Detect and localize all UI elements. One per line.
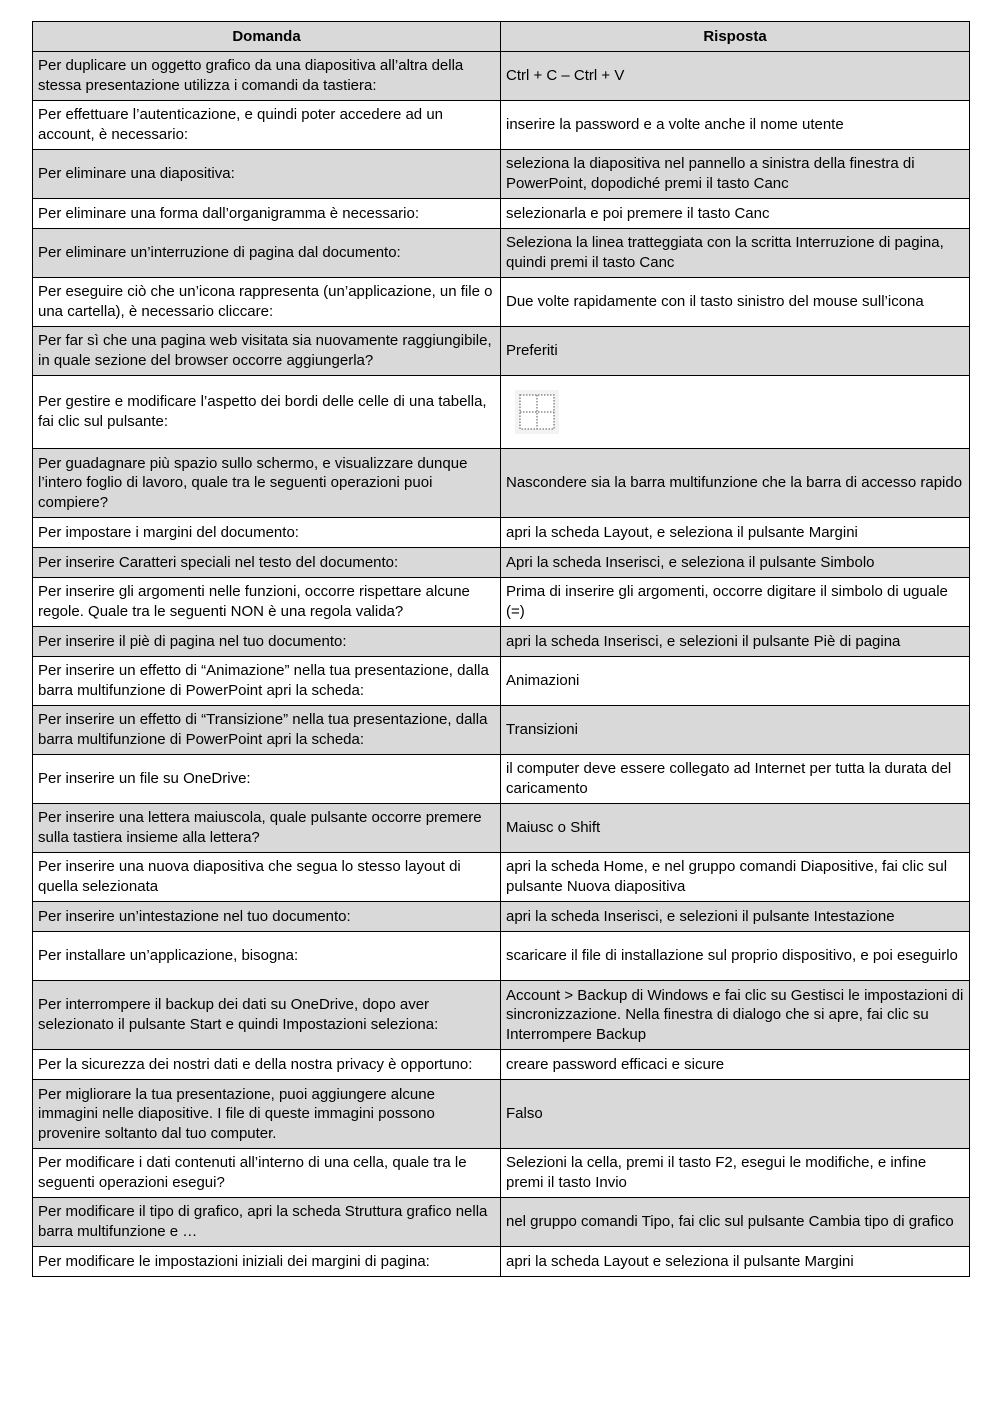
question-cell: Per inserire un’intestazione nel tuo documento:	[33, 902, 501, 932]
question-cell: Per gestire e modificare l’aspetto dei bordi delle celle di una tabella, fai clic sul pulsante:	[33, 376, 501, 449]
answer-cell: Animazioni	[501, 657, 970, 706]
table-row	[33, 706, 970, 755]
question-cell: Per inserire gli argomenti nelle funzioni, occorre rispettare alcune regole. Quale tra le seguenti NON è una regola valida?	[33, 578, 501, 627]
table-row	[33, 578, 970, 627]
table-row	[33, 627, 970, 657]
table-row	[33, 101, 970, 150]
answer-cell: nel gruppo comandi Tipo, fai clic sul pulsante Cambia tipo di grafico	[501, 1198, 970, 1247]
answer-cell: Ctrl + C – Ctrl + V	[501, 52, 970, 101]
answer-cell: creare password efficaci e sicure	[501, 1050, 970, 1080]
answer-cell: Transizioni	[501, 706, 970, 755]
table-row	[33, 229, 970, 278]
question-cell: Per inserire un effetto di “Animazione” nella tua presentazione, dalla barra multifunzione di PowerPoint apri la scheda:	[33, 657, 501, 706]
question-cell: Per inserire Caratteri speciali nel testo del documento:	[33, 548, 501, 578]
table-row	[33, 657, 970, 706]
question-cell: Per eseguire ciò che un’icona rappresenta (un’applicazione, un file o una cartella), è necessario cliccare:	[33, 278, 501, 327]
answer-cell: Seleziona la linea tratteggiata con la scritta Interruzione di pagina, quindi premi il tasto Canc	[501, 229, 970, 278]
answer-cell	[501, 376, 970, 449]
question-cell: Per inserire un effetto di “Transizione” nella tua presentazione, dalla barra multifunzione di PowerPoint apri la scheda:	[33, 706, 501, 755]
question-cell: Per inserire una nuova diapositiva che segua lo stesso layout di quella selezionata	[33, 853, 501, 902]
question-cell: Per migliorare la tua presentazione, puoi aggiungere alcune immagini nelle diapositive. I file di queste immagini possono provenire soltanto dal tuo computer.	[33, 1080, 501, 1149]
question-cell: Per effettuare l’autenticazione, e quindi poter accedere ad un account, è necessario:	[33, 101, 501, 150]
question-cell: Per guadagnare più spazio sullo schermo, e visualizzare dunque l’intero foglio di lavoro, quale tra le seguenti operazioni puoi compiere?	[33, 449, 501, 518]
table-row	[33, 449, 970, 518]
answer-cell: Account > Backup di Windows e fai clic su Gestisci le impostazioni di sincronizzazione. Nella finestra di dialogo che si apre, fai clic su Interrompere Backup	[501, 981, 970, 1050]
answer-cell: scaricare il file di installazione sul proprio dispositivo, e poi eseguirlo	[501, 932, 970, 981]
question-cell: Per modificare le impostazioni iniziali dei margini di pagina:	[33, 1247, 501, 1277]
answer-cell: il computer deve essere collegato ad Internet per tutta la durata del caricamento	[501, 755, 970, 804]
table-row	[33, 902, 970, 932]
question-cell: Per installare un’applicazione, bisogna:	[33, 932, 501, 981]
answer-cell: seleziona la diapositiva nel pannello a sinistra della finestra di PowerPoint, dopodiché premi il tasto Canc	[501, 150, 970, 199]
table-body	[33, 52, 970, 1277]
table-row	[33, 1050, 970, 1080]
question-cell: Per eliminare un’interruzione di pagina dal documento:	[33, 229, 501, 278]
table-row	[33, 199, 970, 229]
table-row	[33, 932, 970, 981]
question-cell: Per inserire un file su OneDrive:	[33, 755, 501, 804]
question-cell: Per modificare il tipo di grafico, apri la scheda Struttura grafico nella barra multifunzione e …	[33, 1198, 501, 1247]
table-row	[33, 327, 970, 376]
answer-cell: selezionarla e poi premere il tasto Canc	[501, 199, 970, 229]
table-borders-icon	[515, 390, 559, 434]
answer-cell: apri la scheda Inserisci, e selezioni il pulsante Piè di pagina	[501, 627, 970, 657]
table-row	[33, 1149, 970, 1198]
table-row	[33, 52, 970, 101]
table-row	[33, 376, 970, 449]
table-row	[33, 981, 970, 1050]
answer-cell: Selezioni la cella, premi il tasto F2, esegui le modifiche, e infine premi il tasto Invio	[501, 1149, 970, 1198]
question-cell: Per inserire il piè di pagina nel tuo documento:	[33, 627, 501, 657]
question-cell: Per inserire una lettera maiuscola, quale pulsante occorre premere sulla tastiera insieme alla lettera?	[33, 804, 501, 853]
table-row	[33, 1198, 970, 1247]
column-header-answer: Risposta	[501, 22, 970, 52]
question-cell: Per duplicare un oggetto grafico da una diapositiva all’altra della stessa presentazione utilizza i comandi da tastiera:	[33, 52, 501, 101]
answer-cell: Falso	[501, 1080, 970, 1149]
column-header-question: Domanda	[33, 22, 501, 52]
answer-cell: apri la scheda Layout e seleziona il pulsante Margini	[501, 1247, 970, 1277]
question-cell: Per eliminare una forma dall’organigramma è necessario:	[33, 199, 501, 229]
question-cell: Per la sicurezza dei nostri dati e della nostra privacy è opportuno:	[33, 1050, 501, 1080]
question-cell: Per far sì che una pagina web visitata sia nuovamente raggiungibile, in quale sezione del browser occorre aggiungerla?	[33, 327, 501, 376]
question-cell: Per modificare i dati contenuti all’interno di una cella, quale tra le seguenti operazioni esegui?	[33, 1149, 501, 1198]
question-cell: Per eliminare una diapositiva:	[33, 150, 501, 199]
table-row	[33, 518, 970, 548]
question-cell: Per impostare i margini del documento:	[33, 518, 501, 548]
table-row	[33, 278, 970, 327]
answer-cell: Nascondere sia la barra multifunzione che la barra di accesso rapido	[501, 449, 970, 518]
answer-cell: Prima di inserire gli argomenti, occorre digitare il simbolo di uguale (=)	[501, 578, 970, 627]
answer-cell: apri la scheda Inserisci, e selezioni il pulsante Intestazione	[501, 902, 970, 932]
table-row	[33, 1247, 970, 1277]
answer-cell: apri la scheda Home, e nel gruppo comandi Diapositive, fai clic sul pulsante Nuova diapositiva	[501, 853, 970, 902]
table-header-row	[33, 22, 970, 52]
answer-cell: inserire la password e a volte anche il nome utente	[501, 101, 970, 150]
table-row	[33, 548, 970, 578]
answer-cell: apri la scheda Layout, e seleziona il pulsante Margini	[501, 518, 970, 548]
table-row	[33, 150, 970, 199]
answer-cell: Apri la scheda Inserisci, e seleziona il pulsante Simbolo	[501, 548, 970, 578]
answer-cell: Preferiti	[501, 327, 970, 376]
question-cell: Per interrompere il backup dei dati su OneDrive, dopo aver selezionato il pulsante Start e quindi Impostazioni seleziona:	[33, 981, 501, 1050]
answer-cell: Maiusc o Shift	[501, 804, 970, 853]
table-row	[33, 853, 970, 902]
table-row	[33, 755, 970, 804]
answer-cell: Due volte rapidamente con il tasto sinistro del mouse sull’icona	[501, 278, 970, 327]
table-row	[33, 804, 970, 853]
qa-table	[32, 21, 970, 1277]
table-row	[33, 1080, 970, 1149]
